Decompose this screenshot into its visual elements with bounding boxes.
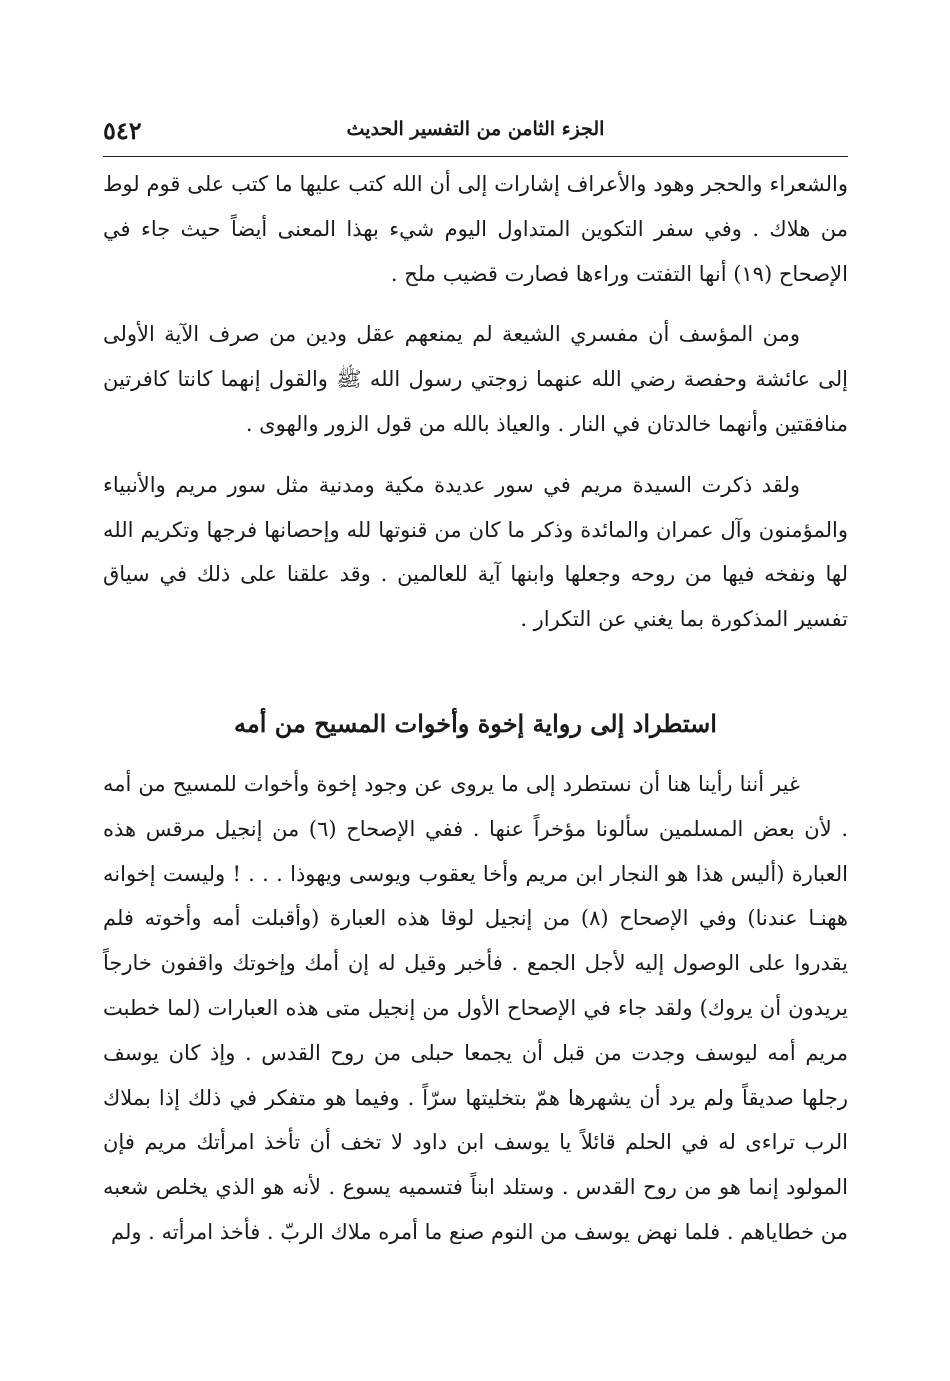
paragraph-1: والشعراء والحجر وهود والأعراف إشارات إلى أن الله كتب عليها ما كتب على قوم لوط من هلاك . وفي سفر التكوين المتداول اليوم شيء بهذا المعنى أيضاً حيث جاء في الإصحاح (١٩) أنها التفتت وراءها فصارت قضيب ملح . (103, 172, 848, 286)
paragraph-4: غير أننا رأينا هنا أن نستطرد إلى ما يروى عن وجود إخوة وأخوات للمسيح من أمه . لأن بعض المسلمين سألونا مؤخراً عنها . ففي الإصحاح (٦) من إنجيل مرقس هذه العبارة (أليس هذا هو النجار ابن مريم وأخا يعقوب ويوسى ويهوذا . . . ! وليست إخوانه ههنـا عندنا) وفي الإصحاح (٨) من إنجيل لوقا هذه العبارة (وأقبلت أمه وأخوته فلم يقدروا على الوصول إليه لأجل الجمع . فأخبر وقيل له إن أمك وإخوتك واقفون خارجاً يريدون أن يروك) ولقد جاء في الإصحاح الأول من إنجيل متى هذه العبارات (لما خطبت مريم أمه ليوسف وجدت من قبل أن يجمعا حبلى من روح القدس . وإذ كان يوسف رجلها صديقاً ولم يرد أن يشهرها همّ بتخليتها سرّاً . وفيما هو متفكر في ذلك إذا بملاك الرب تراءى له في الحلم قائلاً يا يوسف ابن داود لا تخف أن تأخذ امرأتك مريم فإن المولود إنما هو من روح القدس . وستلد ابناً فتسميه يسوع . لأنه هو الذي يخلص شعبه من خطاياهم . فلما نهض يوسف من النوم صنع ما أمره ملاك الربّ . فأخذ امرأته . ولم (103, 771, 849, 1244)
paragraph-2: ومن المؤسف أن مفسري الشيعة لم يمنعهم عقل ودين من صرف الآية الأولى إلى عائشة وحفصة رضي الله عنهما زوجتي رسول الله ﷺ والقول إنهما كانتا كافرتين منافقتين وأنهما خالدتان في النار . والعياذ بالله من قول الزور والهوى . (103, 322, 848, 436)
paragraph-3: ولقد ذكرت السيدة مريم في سور عديدة مكية ومدنية مثل سور مريم والأنبياء والمؤمنون وآل عمران والمائدة وذكر ما كان من قنوتها لله وإحصانها فرجها وتكريم الله لها ونفخه فيها من روحه وجعلها وابنها آية للعالمين . وقد علقنا على ذلك في سياق تفسير المذكورة بما يغني عن التكرار . (103, 472, 848, 632)
running-title: الجزء الثامن من التفسير الحديث (346, 118, 605, 140)
page-body (103, 162, 848, 1255)
section-heading: استطراد إلى رواية إخوة وأخوات المسيح من أمه (234, 708, 717, 738)
page-number: ٥٤٢ (103, 116, 142, 145)
running-header (103, 112, 848, 157)
